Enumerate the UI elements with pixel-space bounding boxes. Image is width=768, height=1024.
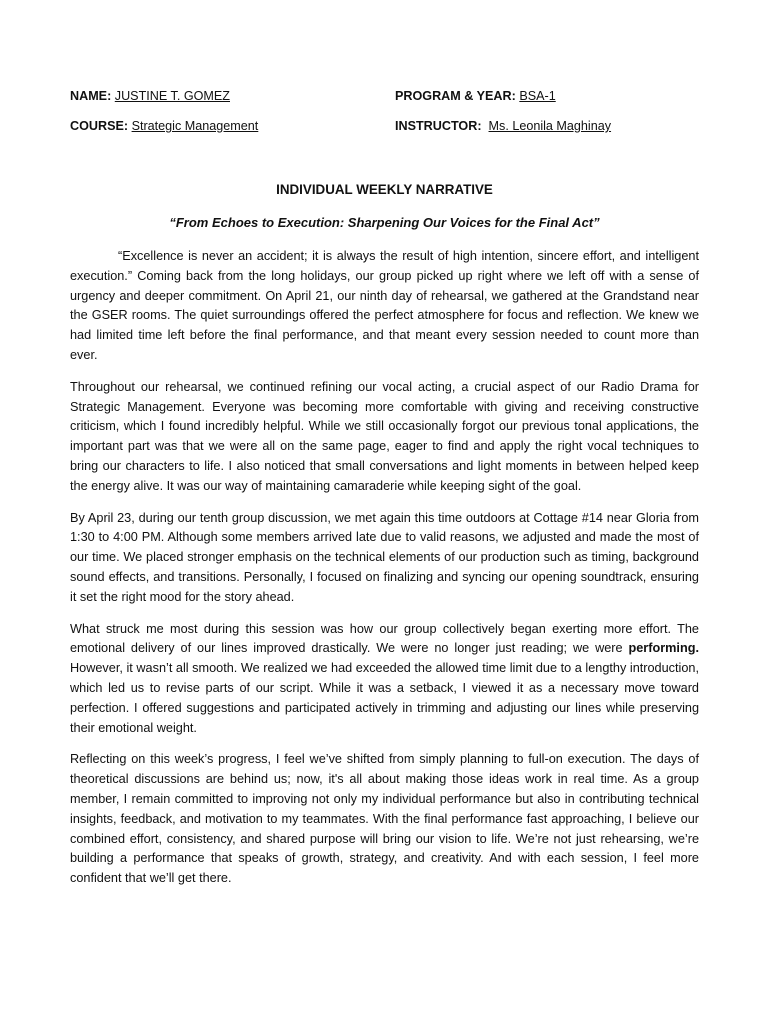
document-title: INDIVIDUAL WEEKLY NARRATIVE <box>276 182 493 197</box>
header-row-2 <box>70 118 699 134</box>
name-field <box>70 88 395 104</box>
instructor-field <box>395 118 611 134</box>
paragraph: Reflecting on this week’s progress, I feel we’ve shifted from simply planning to full-on execution. The days of theoretical discussions are behind us; now, it's all about making those ideas work in real time. As a group member, I remain committed to improving not only my individual performance but also in contributing technical insights, feedback, and motivation to my teammates. With the final performance fast approaching, I believe our combined effort, consistency, and shared purpose will bring our vision to life. We’re not just rehearsing, we’re building a performance that speaks of growth, strategy, and creativity. And with each session, I feel more confident that we’ll get there. <box>70 752 699 886</box>
course-value: Strategic Management <box>131 119 259 133</box>
paragraph <box>70 620 699 739</box>
course-field <box>70 118 395 134</box>
program-label: PROGRAM & YEAR: <box>395 89 516 103</box>
paragraph-bold-text: performing. <box>628 641 699 656</box>
instructor-value: Ms. Leonila Maghinay <box>488 119 612 133</box>
name-value: JUSTINE T. GOMEZ <box>114 89 230 103</box>
program-field <box>395 88 556 104</box>
paragraph-text: What struck me most during this session was how our group collectively began exerting more effort. The emotional delivery of our lines improved drastically. We were no longer just reading; we were <box>70 621 699 656</box>
paragraph-text: However, it wasn’t all smooth. We realized we had exceeded the allowed time limit due to a lengthy introduction, which led us to revise parts of our script. While it was a setback, I viewed it as a necessary move toward perfection. I offered suggestions and participated actively in trimming and adjusting our lines while preserving their emotional weight. <box>70 661 699 735</box>
document-body <box>70 247 699 901</box>
program-value: BSA-1 <box>519 89 556 103</box>
instructor-label: INSTRUCTOR: <box>395 119 482 133</box>
course-label: COURSE: <box>70 119 129 133</box>
paragraph: Throughout our rehearsal, we continued refining our vocal acting, a crucial aspect of our Radio Drama for Strategic Management. Everyone was becoming more comfortable with giving and receiving constructive criticism, which I found incredibly helpful. While we still occasionally forgot our previous tonal applications, the important part was that we were all on the same page, eager to find and apply the right vocal techniques to bring our characters to life. I also noticed that small conversations and light moments in between helped keep the energy alive. It was our way of maintaining camaraderie while keeping sight of the goal. <box>70 379 699 493</box>
paragraph: By April 23, during our tenth group discussion, we met again this time outdoors at Cottage #14 near Gloria from 1:30 to 4:00 PM. Although some members arrived late due to valid reasons, we adjusted and made the most of our time. We placed stronger emphasis on the technical elements of our production such as timing, background sound effects, and transitions. Personally, I focused on finalizing and syncing our opening soundtrack, ensuring it set the right mood for the story ahead. <box>70 510 699 604</box>
paragraph: “Excellence is never an accident; it is always the result of high intention, sincere effort, and intelligent execution.” Coming back from the long holidays, our group picked up right where we left off with a sense of urgency and deeper commitment. On April 21, our ninth day of rehearsal, we gathered at the Grandstand near the GSER rooms. The quiet surroundings offered the perfect atmosphere for focus and reflection. We knew we had limited time left before the final performance, and that meant every session needed to count more than ever. <box>70 249 699 362</box>
document-subtitle: “From Echoes to Execution: Sharpening Our Voices for the Final Act” <box>169 215 600 230</box>
header-row-1 <box>70 88 699 104</box>
name-label: NAME: <box>70 89 112 103</box>
